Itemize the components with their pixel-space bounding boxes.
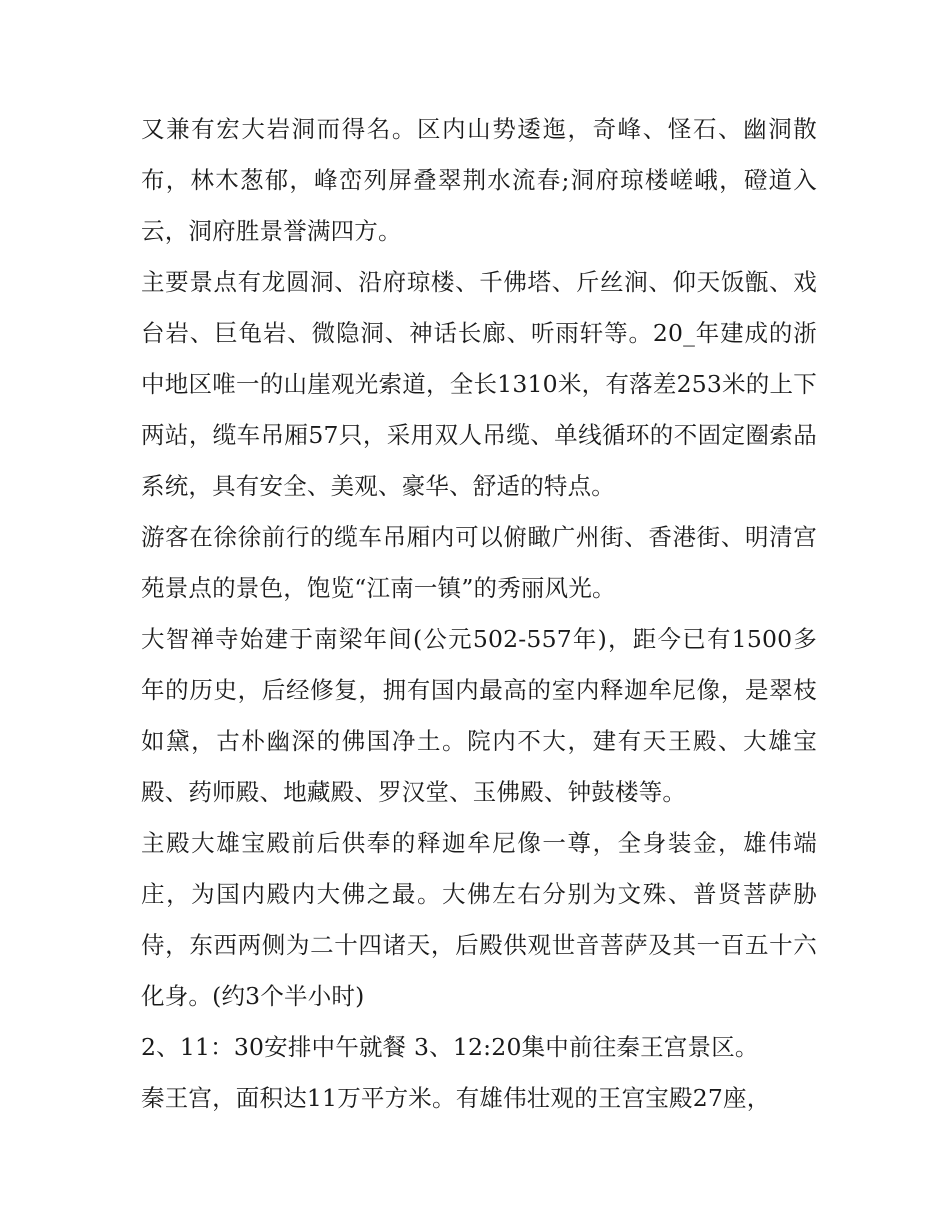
paragraph-main-attractions: 主要景点有龙圆洞、沿府琼楼、千佛塔、斤丝涧、仰天饭甑、戏台岩、巨龟岩、微隐洞、神话长廊、听雨轩等。20_年建成的浙中地区唯一的山崖观光索道，全长1310米，有落差253米的上下两站，缆车吊厢57只，采用双人吊缆、单线循环的不固定圈索品系统，具有安全、美观、豪华、舒适的特点。 [141,268,817,500]
paragraph-qin-palace: 秦王宫，面积达11万平方米。有雄伟壮观的王宫宝殿27座， [141,1084,771,1112]
paragraph-cable-car-view: 游客在徐徐前行的缆车吊厢内可以俯瞰广州街、香港街、明清宫苑景点的景色，饱览“江南一镇”的秀丽风光。 [141,523,817,602]
paragraph-dazhi-temple: 大智禅寺始建于南梁年间(公元502-557年)，距今已有1500多年的历史，后经修复，拥有国内最高的室内释迦牟尼像，是翠枝如黛，古朴幽深的佛国净土。院内不大，建有天王殿、大雄宝殿、药师殿、地藏殿、罗汉堂、玉佛殿、钟鼓楼等。 [141,625,817,806]
paragraph-schedule: 2、11：30安排中午就餐 3、12:20集中前往秦王宫景区。 [141,1033,759,1061]
paragraph-main-hall: 主殿大雄宝殿前后供奉的释迦牟尼像一尊，全身装金，雄伟端庄，为国内殿内大佛之最。大佛左右分别为文殊、普贤菩萨胁侍，东西两侧为二十四诸天，后殿供观世音菩萨及其一百五十六化身。(约3个半小时) [141,829,817,1010]
document-body [141,104,817,1124]
paragraph-cave-intro: 又兼有宏大岩洞而得名。区内山势逶迤，奇峰、怪石、幽洞散布，林木葱郁，峰峦列屏叠翠荆水流春;洞府琼楼嵯峨，磴道入云，洞府胜景誉满四方。 [141,115,817,245]
